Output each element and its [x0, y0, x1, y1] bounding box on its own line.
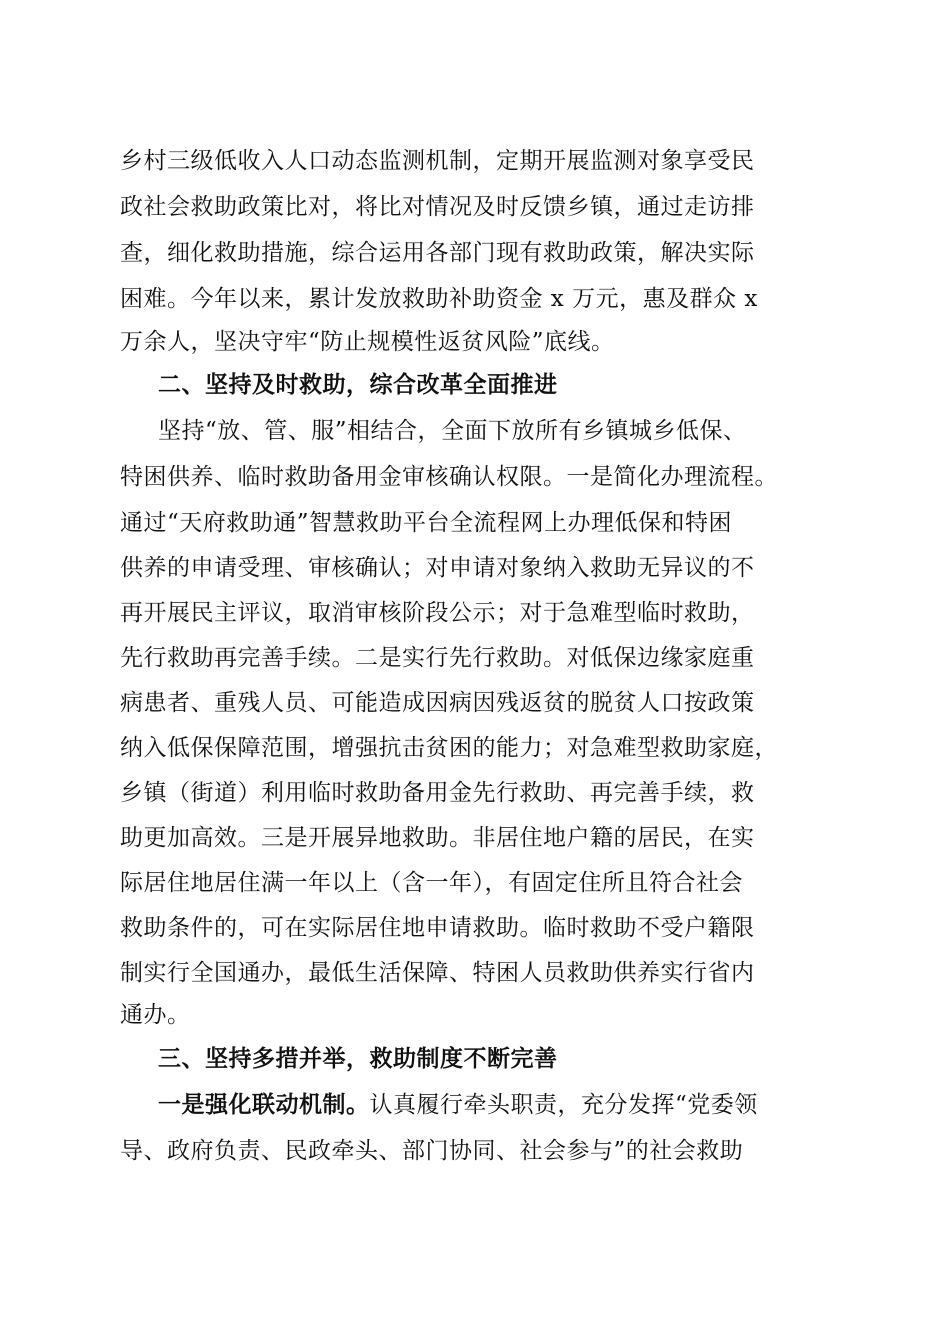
text-line: [158, 1090, 758, 1120]
text-line: 际居住地居住满一年以上（含一年），有固定住所且符合社会: [120, 870, 743, 896]
text-line: 万余人，坚决守牢“防止规模性返贫风险”底线。: [120, 329, 615, 355]
section-heading-3: 三、坚持多措并举，救助制度不断完善: [158, 1046, 558, 1072]
text-line: 坚持“放、管、服”相结合，全面下放所有乡镇城乡低保、: [158, 418, 747, 444]
text-line: 先行救助再完善手续。二是实行先行救助。对低保边缘家庭重: [120, 645, 755, 671]
text-line: 通过“天府救助通”智慧救助平台全流程网上办理低保和特困: [120, 510, 733, 536]
text-line: 查，细化救助措施，综合运用各部门现有救助政策，解决实际: [120, 240, 755, 266]
text-line: 乡镇（街道）利用临时救助备用金先行救助、再完善手续，救: [120, 780, 755, 806]
text-line: 助更加高效。三是开展异地救助。非居住地户籍的居民，在实: [120, 825, 755, 851]
text-line: 通办。: [120, 1002, 191, 1028]
text-run: 认真履行牵头职责，充分发挥“党委领: [369, 1092, 758, 1118]
text-line: 政社会救助政策比对，将比对情况及时反馈乡镇，通过走访排: [120, 194, 755, 220]
text-line: 导、政府负责、民政牵头、部门协同、社会参与”的社会救助: [120, 1138, 744, 1164]
text-line: 特困供养、临时救助备用金审核确认权限。一是简化办理流程。: [120, 464, 778, 490]
text-line: 救助条件的，可在实际居住地申请救助。临时救助不受户籍限: [120, 915, 755, 941]
text-line: 病患者、重残人员、可能造成因病因残返贫的脱贫人口按政策: [120, 690, 755, 716]
text-line: 再开展民主评议，取消审核阶段公示；对于急难型临时救助，: [120, 600, 755, 626]
lead-phrase: 一是强化联动机制。: [158, 1092, 370, 1118]
text-line: 困难。今年以来，累计发放救助补助资金 x 万元，惠及群众 x: [120, 286, 758, 312]
text-line: 纳入低保保障范围，增强抗击贫困的能力；对急难型救助家庭，: [120, 735, 778, 761]
text-line: 乡村三级低收入人口动态监测机制，定期开展监测对象享受民: [120, 148, 755, 174]
text-line: 供养的申请受理、审核确认；对申请对象纳入救助无异议的不: [120, 555, 755, 581]
text-line: 制实行全国通办，最低生活保障、特困人员救助供养实行省内: [120, 960, 755, 986]
section-heading-2: 二、坚持及时救助，综合改革全面推进: [158, 372, 558, 398]
